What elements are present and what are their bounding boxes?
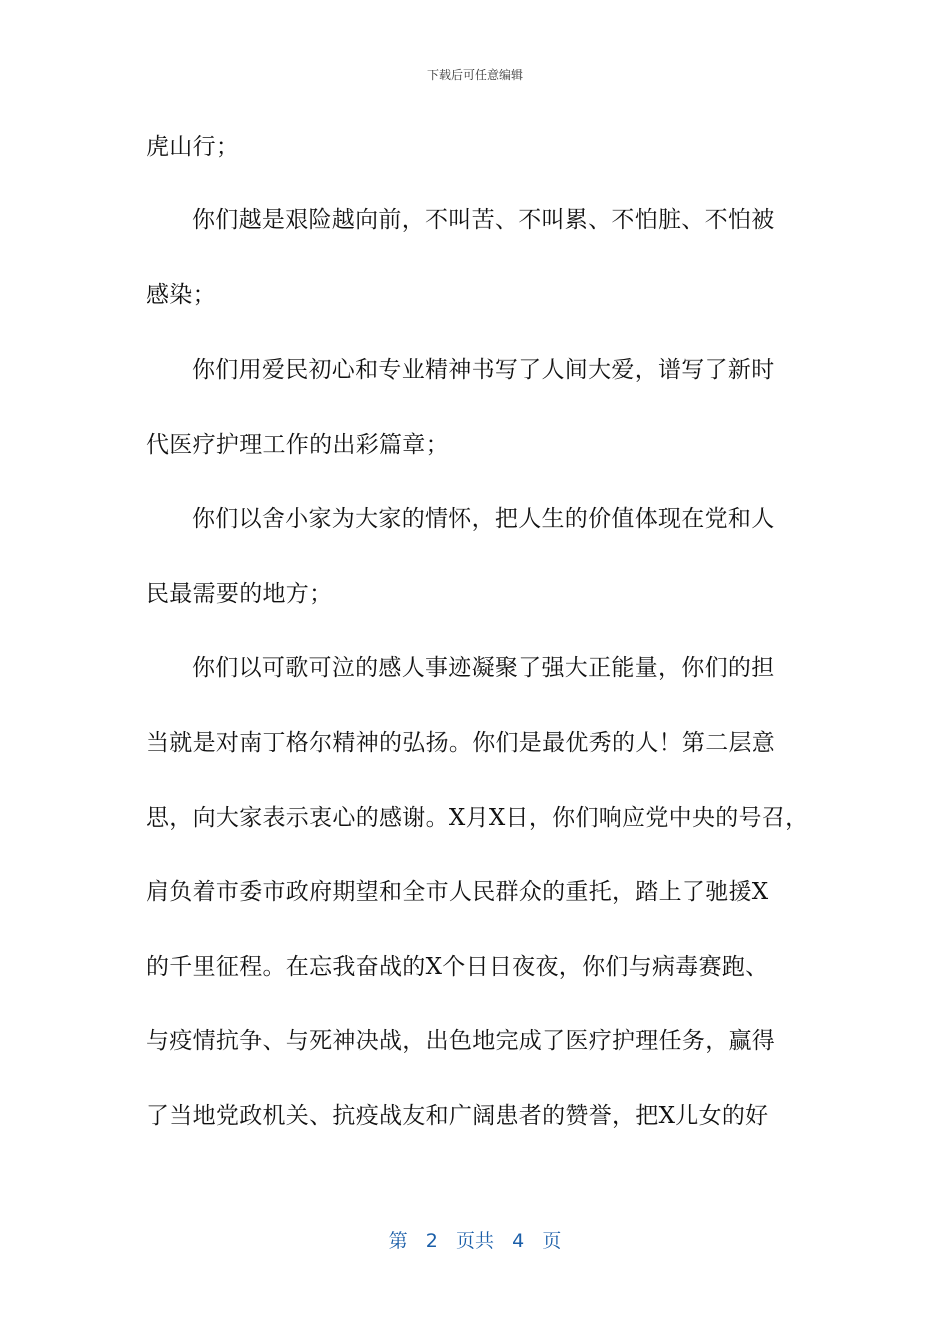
text-line: 与疫情抗争、与死神决战，出色地完成了医疗护理任务，赢得 (146, 1028, 776, 1054)
page-prefix: 第 (388, 1230, 408, 1252)
text-line: 你们以舍小家为大家的情怀，把人生的价值体现在党和人 (192, 506, 775, 532)
text-line: 代医疗护理工作的出彩篇章； (146, 432, 449, 458)
current-page-number: 2 (425, 1230, 438, 1252)
text-line: 民最需要的地方； (146, 581, 333, 607)
text-line: 当就是对南丁格尔精神的弘扬。你们是最优秀的人！第二层意 (146, 730, 776, 756)
text-line: 你们越是艰险越向前，不叫苦、不叫累、不怕脏、不怕被 (192, 207, 775, 233)
text-line: 你们用爱民初心和专业精神书写了人间大爱，谱写了新时 (192, 357, 775, 383)
page-footer (0, 1226, 950, 1253)
text-line: 的千里征程。在忘我奋战的X个日日夜夜，你们与病毒赛跑、 (146, 954, 769, 980)
text-line: 虎山行； (146, 134, 240, 160)
text-line: 感染； (146, 282, 216, 308)
page-middle: 页共 (455, 1230, 494, 1252)
text-line: 思，向大家表示衷心的感谢。X月X日，你们响应党中央的号召， (146, 805, 809, 831)
page-header: 下载后可任意编辑 (426, 68, 523, 82)
total-pages-number: 4 (512, 1230, 525, 1252)
text-line: 了当地党政机关、抗疫战友和广阔患者的赞誉，把X儿女的好 (146, 1103, 769, 1129)
text-line: 你们以可歌可泣的感人事迹凝聚了强大正能量，你们的担 (192, 655, 775, 681)
page-suffix: 页 (542, 1230, 562, 1252)
text-line: 肩负着市委市政府期望和全市人民群众的重托，踏上了驰援X (146, 879, 769, 905)
